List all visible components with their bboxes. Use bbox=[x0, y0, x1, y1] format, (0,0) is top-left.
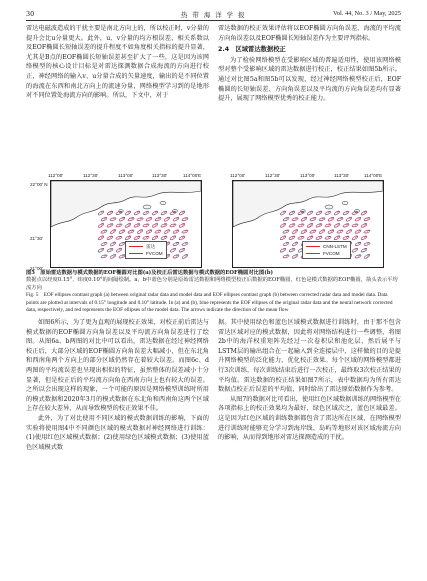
ytick: 22°00' N bbox=[30, 182, 48, 187]
left-bottom-paragraph-2: 此外，为了对比使用不同区域的模式数据训练的影响，下面的实验将使用图4中不同颜色区域的模式数据对神经网络进行训练：(1)使用红色区域模式数据；(2)使用绿色区域模式数据；(3)使用蓝色区域模式数 bbox=[26, 414, 209, 451]
right-column-top bbox=[218, 24, 401, 104]
xtick: 113°00' bbox=[300, 173, 316, 178]
legend-label: 雷达 bbox=[146, 243, 156, 249]
right-mid-paragraph: 为了检验网络模型在受影响区域的普遍适用性，使用该网络模型对整个受影响区域的雷达数据进行校正，校正结果如图5b所示。通过对比图5a和图5b可以发现，经过神经网络模型校正后，EOF椭圆的长短轴误差、方向角误差以及平均流的方向角误差均有显著提升，展现了网络模型优秀的校正能力。 bbox=[218, 56, 401, 103]
right-column-bottom bbox=[218, 318, 401, 443]
legend-b bbox=[302, 241, 351, 259]
island bbox=[160, 201, 166, 204]
radar-ellipse bbox=[110, 218, 116, 221]
legend-item bbox=[306, 243, 347, 250]
left-bottom-paragraph-1: 如图6所示，为了更为直观的展现校正效果，对校正前后雷达与模式数据的EOF椭圆方向角误差以及平均流方向角误差进行了绘图。从图6a、b两图的对比中可以看出，雷达数据在经过神经网络校正后，大部分区域的EOF椭圆方向角误差大幅减小，但在东北角和西南角两个方向上的部分区域仍然存在着较大误差。而图6c、d两图的平均流误差也呈现出相似的特征，虽然整体的误差减小十分显著，但是校正后的平均流方向角在西南方向上也有较大的误差。之所以会出现这样的现象，一个可能的原因是网络模型训练时所用的模式数据和2020年3月的模式数据在东北角和西南角这两个区域上存在较大差异，从而导致模型的校正效果不佳。 bbox=[26, 319, 209, 413]
caption-cn-note: 数据点以经度0.15°、纬度0.10°的间隔绘制。a、b中蓝色分别是原始雷达数据和网络模型校正后数据的EOF椭圆，红色是模式数据的EOF椭圆，箭头表示平均流方向 bbox=[26, 277, 398, 291]
model-ellipse bbox=[137, 229, 144, 235]
radar-ellipse bbox=[182, 230, 188, 233]
right-bottom-paragraph-1: 据。其中使用绿色和蓝色区域模式数据进行训练时，由于那不包含雷达区域对应的模式数据，因此将对网络结构进行一些调整，将图2b中的海洋权重矩阵先经过一次卷积层和池化层，然后展平与LSTM层的输出组合在一起输入到全连接层中，这样做的目的是提升网络模型的泛化能力，优化校正效果。每个区域的网络模型都进行3次训练，每次训练结束后进行一次校正，最终取3次校正结果的平均值。雷达数据的校正结果如图7所示，表中数据均为所有雷达数据点校正后误差的平均值，同时给出了雷达原始数据作为参考。 bbox=[218, 319, 401, 394]
island bbox=[143, 205, 151, 209]
right-bottom-paragraph-2: 从图7的数据对比可看出，使用红色区域数据训练的网络模型在各项指标上的校正效果均为最好，绿色区域次之，蓝色区域最差。这是因为红色区域的训练数据都包含了雷达所在区域，在网络模型进行训练时能够充分学习到海岸线、岛屿等地形对该区域海流方向的影响，从而得到地形对雷达探测造成的干扰。 bbox=[218, 395, 401, 442]
legend-label: FVCOM bbox=[323, 251, 340, 256]
island bbox=[342, 201, 348, 204]
left-column-bottom bbox=[26, 318, 209, 452]
xtick: 113°00' bbox=[118, 173, 134, 178]
ytick: 21°30' bbox=[30, 236, 43, 241]
radar-ellipse bbox=[116, 224, 122, 227]
legend-item bbox=[306, 250, 347, 257]
radar-ellipse bbox=[292, 218, 298, 221]
section-heading: 2.4 区域雷达数据校正 bbox=[218, 46, 286, 54]
legend-swatch bbox=[129, 253, 143, 254]
xtick: 114°00'E bbox=[183, 173, 202, 178]
ytick: 21°00' bbox=[30, 266, 43, 271]
model-ellipse bbox=[292, 229, 299, 235]
caption-cn-title: 图5 原始雷达数据与模式数据的EOF椭圆对比图(a)及校正后雷达数据与模式数据的EOF椭圆对比图(b) bbox=[26, 270, 273, 276]
island bbox=[325, 205, 333, 209]
xtick: 113°30' bbox=[334, 173, 350, 178]
volume-info: Vol. 44, No. 3 / May, 2025 bbox=[333, 10, 401, 17]
xtick: 113°30' bbox=[152, 173, 168, 178]
radar-ellipse bbox=[143, 236, 149, 239]
xtick: 112°30' bbox=[83, 173, 99, 178]
left-top-paragraph: 雷达电磁波造成的干扰主要是南北方向上的，所以校正时，v分量的提升会比u分量更大。此外，u、v分量的均方根误差、相关系数以及EOF椭圆长短轴误差的提升程度不如角度相关指标的提升显著，尤其是B点的EOF椭圆长短轴误差甚至扩大了一些，这是因为该网络模型的核心设计目标是对雷达探测数据合成海流的方向进行校正，神经网络的输入v、u分量合成的矢量速度，输出的是不同位置的海流在东西和南北方向上的流速分量，网络模型学习到的是地形对不同位置处海流方向的影响。所以，下文中，对于 bbox=[26, 25, 209, 100]
coastline bbox=[233, 181, 383, 227]
model-ellipse bbox=[182, 253, 189, 259]
radar-ellipse bbox=[298, 224, 304, 227]
radar-ellipse bbox=[364, 230, 370, 233]
legend-item bbox=[129, 243, 163, 250]
legend-item bbox=[129, 250, 163, 257]
journal-title: 热 带 海 洋 学 报 bbox=[180, 11, 246, 19]
legend-a bbox=[125, 241, 167, 259]
xtick: 112°00' bbox=[48, 173, 64, 178]
model-ellipse bbox=[170, 235, 177, 241]
model-ellipse bbox=[364, 229, 371, 234]
model-ellipse bbox=[319, 229, 326, 235]
model-ellipse bbox=[364, 253, 371, 259]
model-ellipse bbox=[110, 229, 117, 235]
legend-swatch bbox=[306, 253, 320, 254]
left-column-top bbox=[26, 24, 209, 101]
figure-caption bbox=[26, 270, 401, 314]
xtick: 114°00'E bbox=[364, 173, 383, 178]
page-number: 30 bbox=[26, 10, 35, 18]
page-header bbox=[26, 8, 401, 21]
xtick: 112°30' bbox=[265, 173, 281, 178]
caption-en: Fig. 5 EOF ellipses contrast graph (a) between original radar data and model data and EOF ellipses contrast graph (b) between corrected radar data and model data. Data points are plotted at intervals of 0.15° longitude and 0.10° latitude. In (a) and (b), blue represents the EOF ellipses of the original radar data and the neural network corrected data, respectively, and red represents the EOF ellipses of the model data. The arrows indicate the direction of the mean flow bbox=[26, 292, 393, 314]
legend-swatch bbox=[306, 246, 320, 247]
radar-ellipse bbox=[155, 230, 161, 234]
model-ellipse bbox=[352, 235, 359, 241]
model-ellipse bbox=[182, 229, 189, 234]
radar-ellipse bbox=[337, 230, 343, 234]
legend-swatch bbox=[129, 246, 143, 247]
xtick: 112°00' bbox=[230, 173, 246, 178]
coastline bbox=[51, 181, 201, 227]
legend-label: FVCOM bbox=[146, 251, 163, 256]
legend-label: CNN-LSTM bbox=[323, 244, 347, 249]
radar-ellipse bbox=[325, 236, 331, 239]
right-top-paragraph: 雷达数据的校正效果评估将以EOF椭圆方向角误差、海流的平均流方向角误差以及EOF椭圆长短轴误差作为主要评判指标。 bbox=[218, 25, 401, 42]
